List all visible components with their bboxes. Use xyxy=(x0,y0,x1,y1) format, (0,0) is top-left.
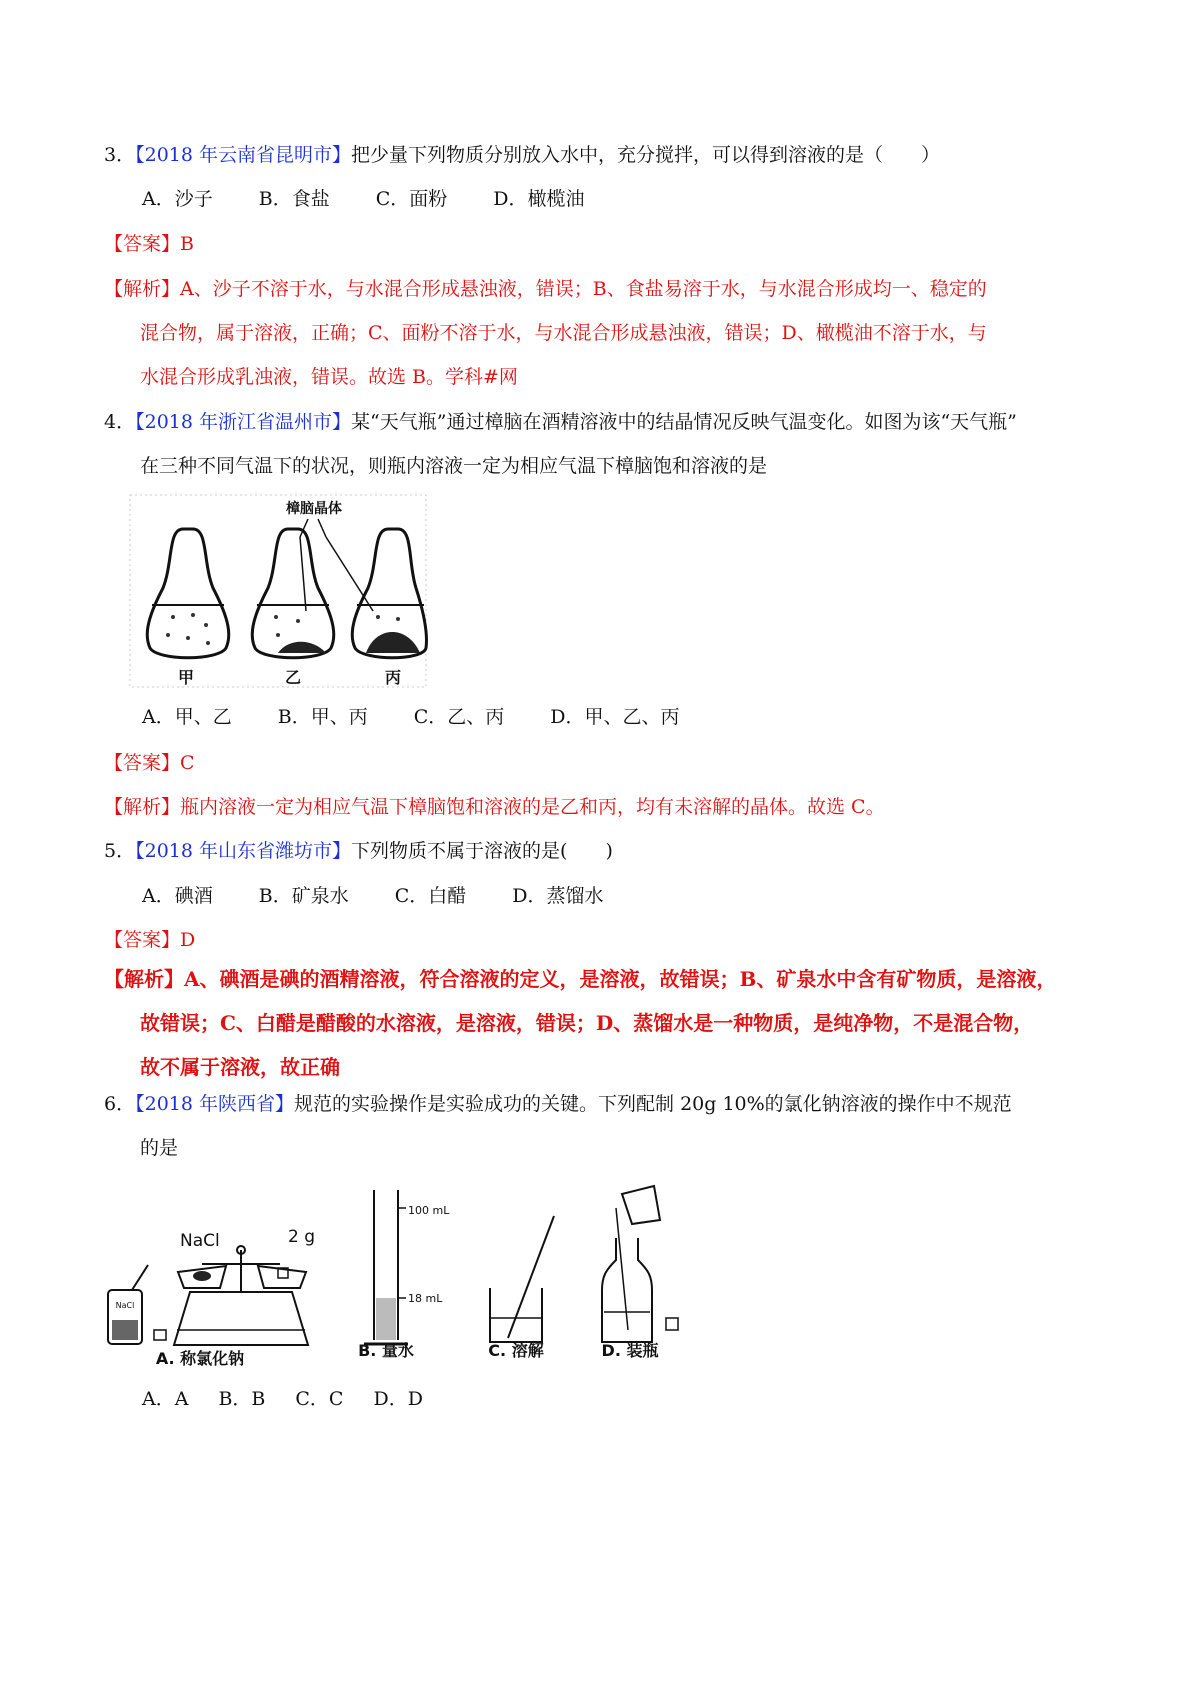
q5-stem: 5．【2018 年山东省潍坊市】下列物质不属于溶液的是( ) xyxy=(104,840,613,862)
q4-source: 2018 年浙江省温州市 xyxy=(144,411,333,433)
q5-analysis-line-1: 【解析】A、碘酒是碘的酒精溶液，符合溶液的定义，是溶液，故错误；B、矿泉水中含有矿物质，是溶液， xyxy=(104,967,1057,991)
weather-bottle-figure xyxy=(128,493,428,693)
q3-analysis-line-1: 【解析】A、沙子不溶于水，与水混合形成悬浊液，错误；B、食盐易溶于水，与水混合形成均一、稳定的 xyxy=(104,278,987,300)
weight-label: 2 g xyxy=(288,1227,316,1247)
q3-option-d: D．橄榄油 xyxy=(493,188,585,210)
flask-label-jia: 甲 xyxy=(177,668,195,687)
q6-stem-line-2: 的是 xyxy=(140,1137,179,1159)
bottle-illustration xyxy=(602,1186,678,1360)
q6-options xyxy=(142,1386,453,1412)
caption-c: C. 溶解 xyxy=(488,1341,544,1360)
q4-option-d: D．甲、乙、丙 xyxy=(550,706,680,728)
q4-stem-line-2: 在三种不同气温下的状况，则瓶内溶液一定为相应气温下樟脑饱和溶液的是 xyxy=(140,455,768,477)
q3-analysis-line-2: 混合物，属于溶液，正确；C、面粉不溶于水，与水混合形成悬浊液，错误；D、橄榄油不溶于水，与 xyxy=(140,322,987,344)
q4-answer: 【答案】C xyxy=(104,752,195,774)
crystal-label: 樟脑晶体 xyxy=(286,501,342,517)
q6-option-c: C．C xyxy=(295,1388,344,1410)
q5-source: 2018 年山东省潍坊市 xyxy=(144,840,333,862)
q4-option-a: A．甲、乙 xyxy=(142,706,232,728)
q4-stem-line-1: 4．【2018 年浙江省温州市】某“天气瓶”通过樟脑在酒精溶液中的结晶情况反映气温变化。如图为该“天气瓶” xyxy=(104,411,1017,433)
q3-analysis-line-3: 水混合形成乳浊液，错误。故选 B。学科#网 xyxy=(140,366,518,388)
cyl-top-label: 100 mL xyxy=(408,1204,450,1217)
flask-bing xyxy=(326,529,427,687)
flask-label-bing: 丙 xyxy=(384,668,402,687)
q3-stem: 3．【2018 年云南省昆明市】把少量下列物质分别放入水中，充分搅拌，可以得到溶液的是（ ） xyxy=(104,144,941,166)
q5-option-c: C．白醋 xyxy=(394,885,467,907)
q3-option-c: C．面粉 xyxy=(375,188,448,210)
q6-stem-line-1: 6．【2018 年陕西省】规范的实验操作是实验成功的关键。下列配制 20g 10%的氯化钠溶液的操作中不规范 xyxy=(104,1093,1012,1115)
caption-d: D. 装瓶 xyxy=(601,1341,659,1360)
q3-source: 2018 年云南省昆明市 xyxy=(144,144,333,166)
svg-text:NaCl: NaCl xyxy=(115,1301,135,1310)
q3-options xyxy=(142,186,630,212)
beaker-illustration xyxy=(488,1216,554,1360)
q5-option-d: D．蒸馏水 xyxy=(512,885,604,907)
q5-options xyxy=(142,883,649,909)
flask-jia xyxy=(147,529,229,687)
q5-analysis-line-2: 故错误；C、白醋是醋酸的水溶液，是溶液，错误；D、蒸馏水是一种物质，是纯净物，不是混合物， xyxy=(140,1011,1034,1035)
caption-b: B. 量水 xyxy=(358,1341,414,1360)
lab-operations-figure xyxy=(102,1180,702,1372)
q3-option-a: A．沙子 xyxy=(142,188,213,210)
q4-option-b: B．甲、丙 xyxy=(277,706,368,728)
q3-answer: 【答案】B xyxy=(104,233,194,255)
q5-analysis-line-3: 故不属于溶液，故正确 xyxy=(140,1055,340,1079)
cylinder-illustration xyxy=(358,1190,450,1360)
q4-option-c: C．乙、丙 xyxy=(413,706,505,728)
q5-answer: 【答案】D xyxy=(104,929,196,951)
q6-option-d: D．D xyxy=(373,1388,423,1410)
q5-option-b: B．矿泉水 xyxy=(258,885,349,907)
q5-option-a: A．碘酒 xyxy=(142,885,213,907)
balance-illustration xyxy=(108,1227,315,1368)
q6-source: 2018 年陕西省 xyxy=(144,1093,276,1115)
q6-option-a: A．A xyxy=(142,1388,189,1410)
flask-yi xyxy=(252,529,334,687)
q4-analysis-line-1: 【解析】瓶内溶液一定为相应气温下樟脑饱和溶液的是乙和丙，均有未溶解的晶体。故选 C。 xyxy=(104,796,885,818)
nacl-label: NaCl xyxy=(180,1231,220,1251)
caption-a: A. 称氯化钠 xyxy=(155,1349,245,1368)
q4-options xyxy=(142,704,725,730)
q6-option-b: B．B xyxy=(218,1388,266,1410)
q3-option-b: B．食盐 xyxy=(258,188,330,210)
cyl-mark-label: 18 mL xyxy=(408,1292,443,1305)
flask-label-yi: 乙 xyxy=(284,668,302,687)
